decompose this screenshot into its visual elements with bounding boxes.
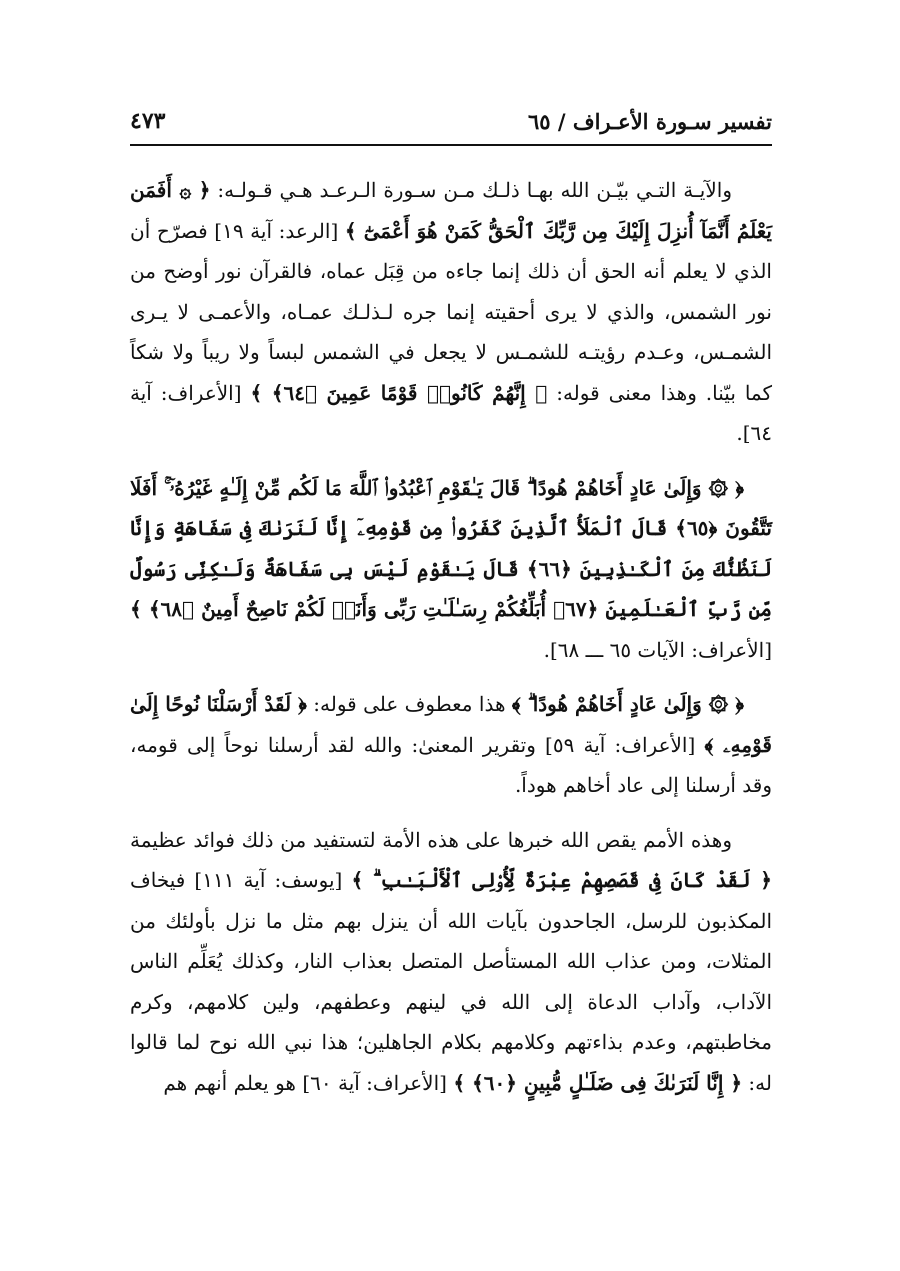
quran-verse: ﴿ إِنَّا لَنَرَىٰكَ فِى ضَلَـٰلٍ مُّبِينٍ ﴿٦٠﴾ ﴾ bbox=[453, 1070, 743, 1095]
quran-verse: ﴿ ۞ وَإِلَىٰ عَادٍ أَخَاهُمْ هُودًا ۗ ﴾ bbox=[511, 692, 744, 716]
page-body bbox=[130, 146, 772, 1103]
text-segment: هذا معطوف على قوله: bbox=[306, 692, 512, 716]
paragraph-1 bbox=[130, 170, 772, 454]
text-segment: [الأعراف: آية ٦٤]. bbox=[130, 380, 772, 445]
paragraph-4 bbox=[130, 820, 772, 1104]
quran-verse: ﴿ ۞ وَإِلَىٰ عَادٍ أَخَاهُمْ هُودًا ۗ قَالَ يَـٰقَوْمِ ٱعْبُدُوا۟ ٱللَّهَ مَا لَكُم مِّنْ إِلَـٰهٍ غَيْرُهُۥٓ ۚ أَفَلَا تَتَّقُونَ ﴿٦٥﴾ قَالَ ٱلْمَلَأُ ٱلَّذِينَ كَفَرُوا۟ مِن قَوْمِهِۦٓ إِنَّا لَنَرَىٰكَ فِى سَفَاهَةٍ وَإِنَّا لَنَظُنُّكَ مِنَ ٱلْكَـٰذِبِينَ ﴿٦٦﴾ قَالَ يَـٰقَوْمِ لَيْسَ بِى سَفَاهَةٌ وَلَـٰكِنِّى رَسُولٌ مِّن رَّبِّ ٱلْعَـٰلَمِينَ ﴿٦٧﴾ أُبَلِّغُكُمْ رِسَـٰلَـٰتِ رَبِّى وَأَنَا۠ لَكُمْ نَاصِحٌ أَمِينٌ ﴿٦٨﴾ ﴾ bbox=[130, 475, 773, 621]
text-segment: [الأعراف: آية ٥٩] وتقرير المعنىٰ: والله لقد أرسلنا نوحاً إلى قومه، وقد أرسلنا إلى عاد أخاهم هوداً. bbox=[130, 732, 772, 797]
text-segment: [الرعد: آية ١٩] فصرّح أن الذي لا يعلم أنه الحق أن ذلك إنما جاءه من قِبَل عماه، فالقرآن نور أوضح من نور الشمس، والذي لا يرى أحقيته إنما جره لـذلـك عمـاه، والأعمـى لا يـرى الشمـس، وعـدم رؤيتـه للشمـس لا يجعل في الشمس لبساً ولا ريباً ولا شكاً كما بيّنا. وهذا معنى قوله: bbox=[130, 218, 772, 405]
header-title: تفسير سـورة الأعـراف / ٦٥ bbox=[527, 109, 772, 134]
text-segment: [الأعراف: الآيات ٦٥ ـــ ٦٨]. bbox=[543, 637, 772, 662]
text-segment: [الأعراف: آية ٦٠] هو يعلم أنهم هم bbox=[163, 1070, 454, 1095]
quran-verse: ﴿ إِنَّهُمْ كَانُوا۟ قَوْمًا عَمِينَ ﴿٦٤﴾ ﴾ bbox=[250, 380, 548, 405]
paragraph-3 bbox=[130, 684, 772, 806]
quran-verse: ﴿ لَقَدْ أَرْسَلْنَا نُوحًا إِلَىٰ قَوْمِهِۦ ﴾ bbox=[130, 692, 772, 757]
quran-verse: ﴿ لَقَدْ كَانَ فِى قَصَصِهِمْ عِبْرَةٌ لِّأُو۟لِى ٱلْأَلْبَـٰبِ ۗ ﴾ bbox=[351, 868, 772, 892]
text-segment: [يوسف: آية ١١١] فيخاف المكذبون للرسل، الجاحدون بآيات الله أن ينزل بهم مثل ما نزل بأولئك من المثلات، ومن عذاب الله المستأصل المتصل بعذاب النار، وكذلك يُعَلِّم الناس الآداب، وآداب الدعاة إلى الله في لينهم وعطفهم، ولين كلامهم، وكرم مخاطبتهم، وعدم بذاءتهم وكلامهم بكلام الجاهلين؛ هذا نبي الله نوح لما قالوا له: bbox=[130, 868, 773, 1095]
page-number: ٤٧٣ bbox=[130, 108, 166, 134]
text-segment: وهذه الأمم يقص الله خبرها على هذه الأمة لتستفيد من ذلك فوائد عظيمة bbox=[130, 827, 732, 852]
paragraph-2 bbox=[130, 468, 772, 671]
quran-verse: ﴿ ۞ أَفَمَن يَعْلَمُ أَنَّمَآ أُنزِلَ إِلَيْكَ مِن رَّبِّكَ ٱلْحَقُّ كَمَنْ هُوَ أَعْمَىٰٓ ﴾ bbox=[130, 178, 772, 243]
running-header bbox=[130, 0, 772, 146]
text-segment: والآيـة التـي بيّـن الله بهـا ذلـك مـن سـورة الـرعـد هـي قـولـه: bbox=[210, 178, 732, 202]
